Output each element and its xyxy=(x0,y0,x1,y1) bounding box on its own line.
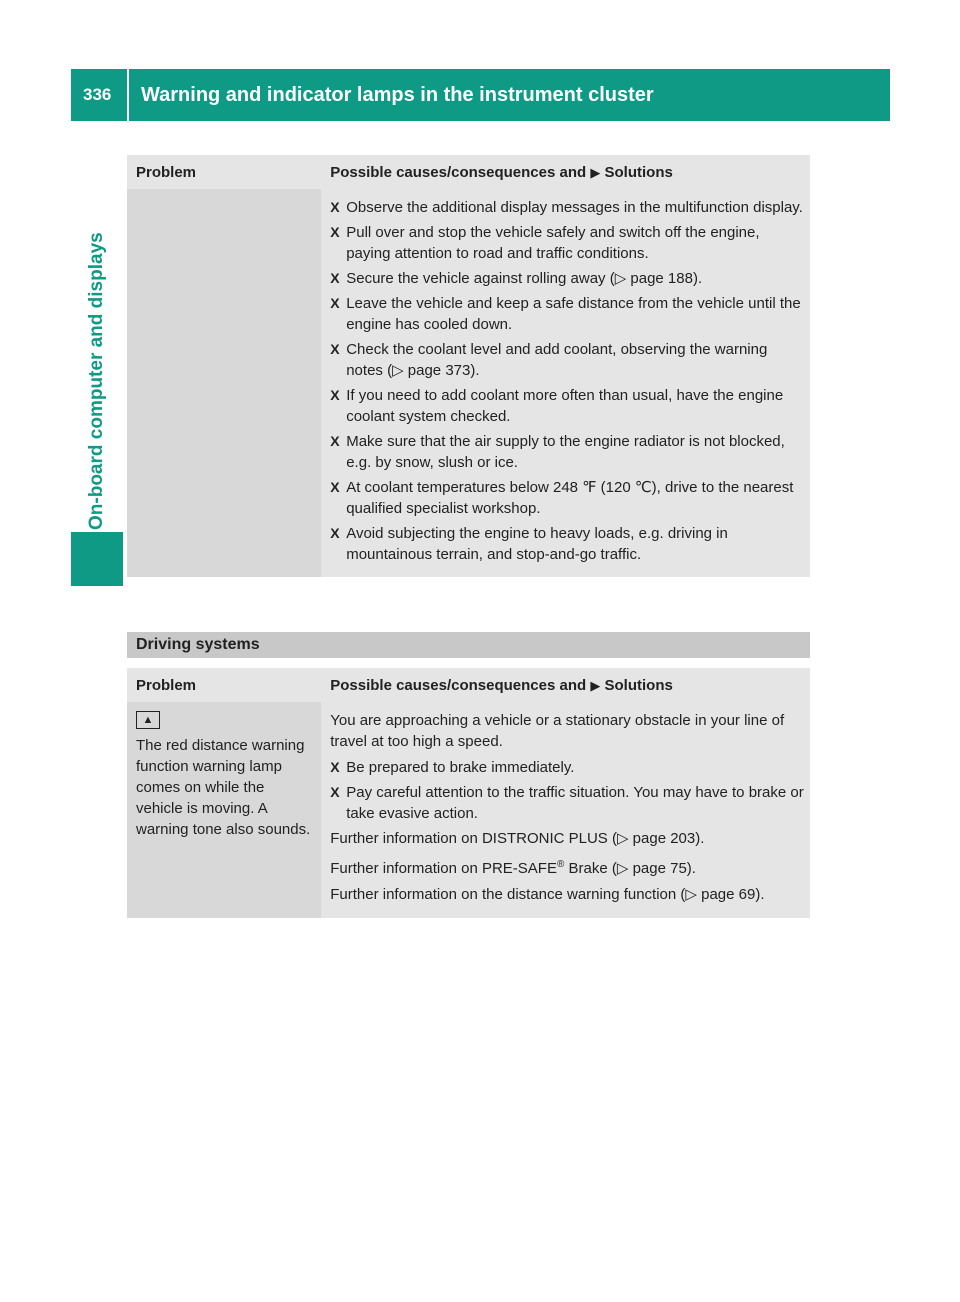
arrow-icon: X xyxy=(330,341,340,357)
arrow-icon: X xyxy=(330,759,340,775)
driving-systems-table xyxy=(127,668,810,918)
header-solutions: Possible causes/consequences and ▶ Solutions xyxy=(321,668,810,702)
intro-text: You are approaching a vehicle or a stationary obstacle in your line of travel at too high a speed. xyxy=(330,712,785,750)
arrow-icon: X xyxy=(330,479,340,495)
side-tab-label: On-board computer and displays xyxy=(86,232,107,530)
play-arrow-icon: ▶ xyxy=(590,677,601,693)
problem-cell xyxy=(127,702,321,918)
list-item: X Pull over and stop the vehicle safely and switch off the engine, paying attention to road and traffic conditions. xyxy=(330,224,760,262)
info-distronic: Further information on DISTRONIC PLUS (▷ page 203). xyxy=(330,830,705,847)
solutions-cell xyxy=(321,189,810,577)
coolant-table xyxy=(127,155,810,577)
list-item: X Leave the vehicle and keep a safe distance from the vehicle until the engine has cooled down. xyxy=(330,295,801,333)
page-number: 336 xyxy=(83,85,112,104)
arrow-icon: X xyxy=(330,784,340,800)
page-title: Warning and indicator lamps in the instrument cluster xyxy=(141,83,654,106)
arrow-icon: X xyxy=(330,224,340,240)
arrow-icon: X xyxy=(330,525,340,541)
list-item: X Check the coolant level and add coolant, observing the warning notes (▷ page 373). xyxy=(330,341,768,379)
solutions-cell xyxy=(321,702,810,918)
list-item: X At coolant temperatures below 248 ℉ (120 ℃), drive to the nearest qualified specialist workshop. xyxy=(330,479,794,517)
list-item: X Pay careful attention to the traffic situation. You may have to brake or take evasive action. xyxy=(330,784,804,822)
list-item: X Observe the additional display messages in the multifunction display. xyxy=(330,199,803,216)
list-item: X Secure the vehicle against rolling away (▷ page 188). xyxy=(330,270,703,287)
list-item: X Make sure that the air supply to the engine radiator is not blocked, e.g. by snow, slush or ice. xyxy=(330,433,785,471)
list-item: X Be prepared to brake immediately. xyxy=(330,759,575,776)
table-header-row xyxy=(127,155,810,189)
list-item: X Avoid subjecting the engine to heavy loads, e.g. driving in mountainous terrain, and stop-and-go traffic. xyxy=(330,525,728,563)
arrow-icon: X xyxy=(330,199,340,215)
header-solutions: Possible causes/consequences and ▶ Solutions xyxy=(321,155,810,189)
arrow-icon: X xyxy=(330,387,340,403)
header-problem: Problem xyxy=(127,668,321,702)
info-presafe: Further information on PRE-SAFE® Brake (▷ page 75). xyxy=(330,859,696,877)
arrow-icon: X xyxy=(330,270,340,286)
problem-cell xyxy=(127,189,321,577)
table-header-row xyxy=(127,668,810,702)
header-problem: Problem xyxy=(127,155,321,189)
page-header xyxy=(71,69,890,121)
arrow-icon: X xyxy=(330,433,340,449)
distance-warning-lamp-icon: ▲ xyxy=(136,711,160,729)
problem-text: The red distance warning function warning lamp comes on while the vehicle is moving. A warning tone also sounds. xyxy=(136,737,311,838)
arrow-icon: X xyxy=(330,295,340,311)
list-item: X If you need to add coolant more often than usual, have the engine coolant system checked. xyxy=(330,387,784,425)
table-row xyxy=(127,189,810,577)
play-arrow-icon: ▶ xyxy=(590,164,601,180)
section-title: Driving systems xyxy=(127,632,810,658)
table-row xyxy=(127,702,810,918)
side-tab-marker xyxy=(71,532,123,586)
info-distance-warning: Further information on the distance warning function (▷ page 69). xyxy=(330,886,765,903)
